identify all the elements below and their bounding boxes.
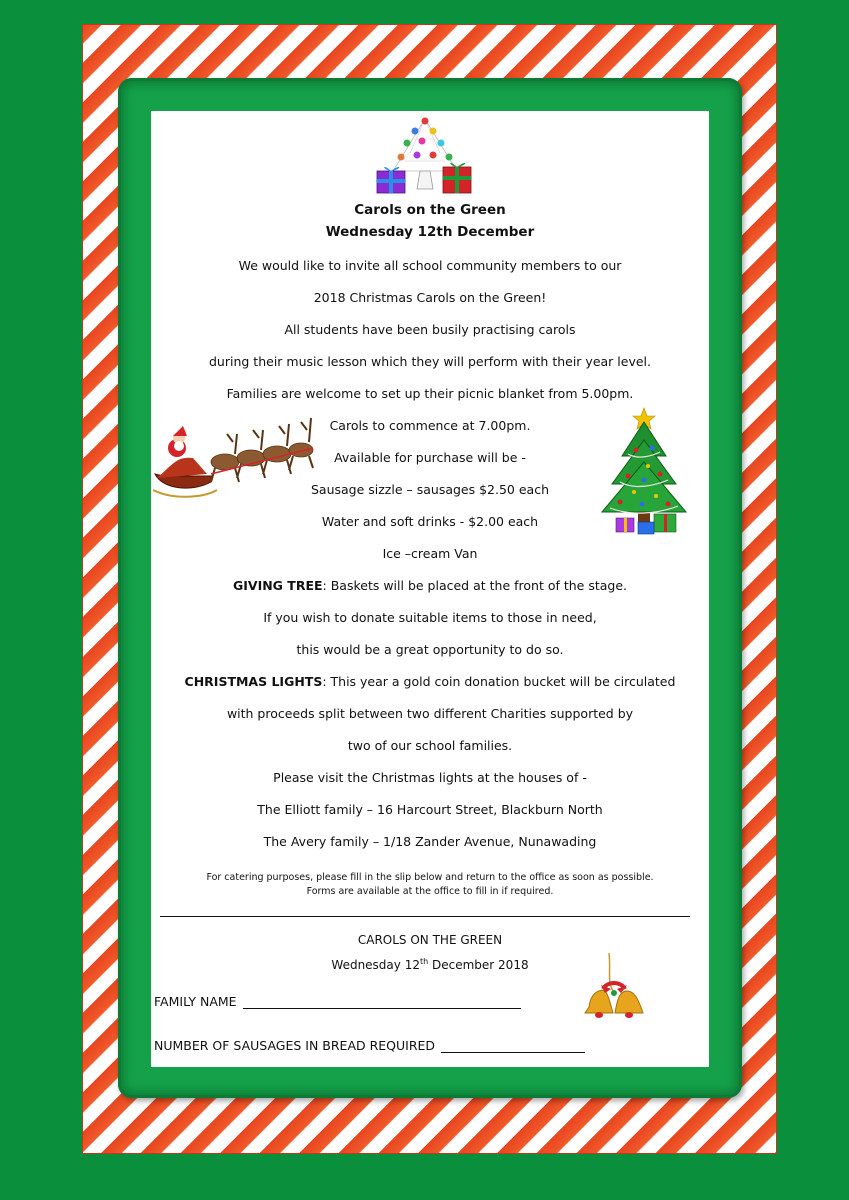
christmas-lights-line — [151, 674, 709, 689]
body-line: Please visit the Christmas lights at the houses of - — [273, 770, 587, 785]
title-line-2: Wednesday 12th December — [325, 224, 535, 240]
body-line: two of our school families. — [347, 738, 513, 753]
gift-box-icon — [377, 167, 405, 193]
title-line-1: Carols on the Green — [354, 202, 506, 218]
body-line: Ice –cream Van — [382, 546, 478, 561]
body-line: Families are welcome to set up their picnic blanket from 5.00pm. — [226, 386, 634, 401]
slip-title: CAROLS ON THE GREEN — [357, 933, 503, 947]
body-line: The Elliott family – 16 Harcourt Street, Blackburn North — [257, 802, 603, 817]
catering-note-1: For catering purposes, please fill in the slip below and return to the office as soon as possible. — [206, 872, 654, 883]
christmas-tree-icon — [598, 404, 690, 540]
body-line: this would be a great opportunity to do so. — [296, 642, 564, 657]
sausages-label: NUMBER OF SAUSAGES IN BREAD REQUIRED — [154, 1038, 436, 1053]
body-line: during their music lesson which they will perform with their year level. — [209, 354, 651, 369]
body-line: 2018 Christmas Carols on the Green! — [313, 290, 547, 305]
cut-line — [160, 916, 690, 917]
body-line: We would like to invite all school community members to our — [238, 258, 622, 273]
slip-date: Wednesday 12th December 2018 — [331, 957, 529, 972]
santa-sleigh-icon — [153, 404, 315, 502]
sausages-input-line[interactable] — [441, 1039, 585, 1053]
family-name-field[interactable] — [154, 994, 521, 1009]
body-line: If you wish to donate suitable items to those in need, — [263, 610, 597, 625]
body-line: All students have been busily practising carols — [284, 322, 576, 337]
body-line: with proceeds split between two different Charities supported by — [226, 706, 634, 721]
catering-note-2: Forms are available at the office to fill in if required. — [306, 886, 554, 897]
body-line: The Avery family – 1/18 Zander Avenue, Nunawading — [263, 834, 597, 849]
family-name-label: FAMILY NAME — [154, 994, 237, 1009]
flyer-page — [151, 111, 709, 1067]
christmas-lights-label: CHRISTMAS LIGHTS — [184, 674, 323, 689]
body-line: Sausage sizzle – sausages $2.50 each — [310, 482, 550, 497]
body-line: Carols to commence at 7.00pm. — [329, 418, 531, 433]
christmas-bells-icon — [581, 951, 647, 1031]
christmas-lights-text: : This year a gold coin donation bucket will be circulated — [322, 674, 676, 689]
christmas-lights-tree-icon — [375, 113, 475, 195]
body-line: Water and soft drinks - $2.00 each — [321, 514, 539, 529]
body-line: Available for purchase will be - — [334, 450, 526, 465]
family-name-input-line[interactable] — [243, 995, 521, 1009]
giving-tree-label: GIVING TREE — [232, 578, 323, 593]
giving-tree-line — [151, 578, 709, 593]
giving-tree-text: : Baskets will be placed at the front of the stage. — [322, 578, 627, 593]
sausages-field[interactable] — [154, 1038, 585, 1053]
